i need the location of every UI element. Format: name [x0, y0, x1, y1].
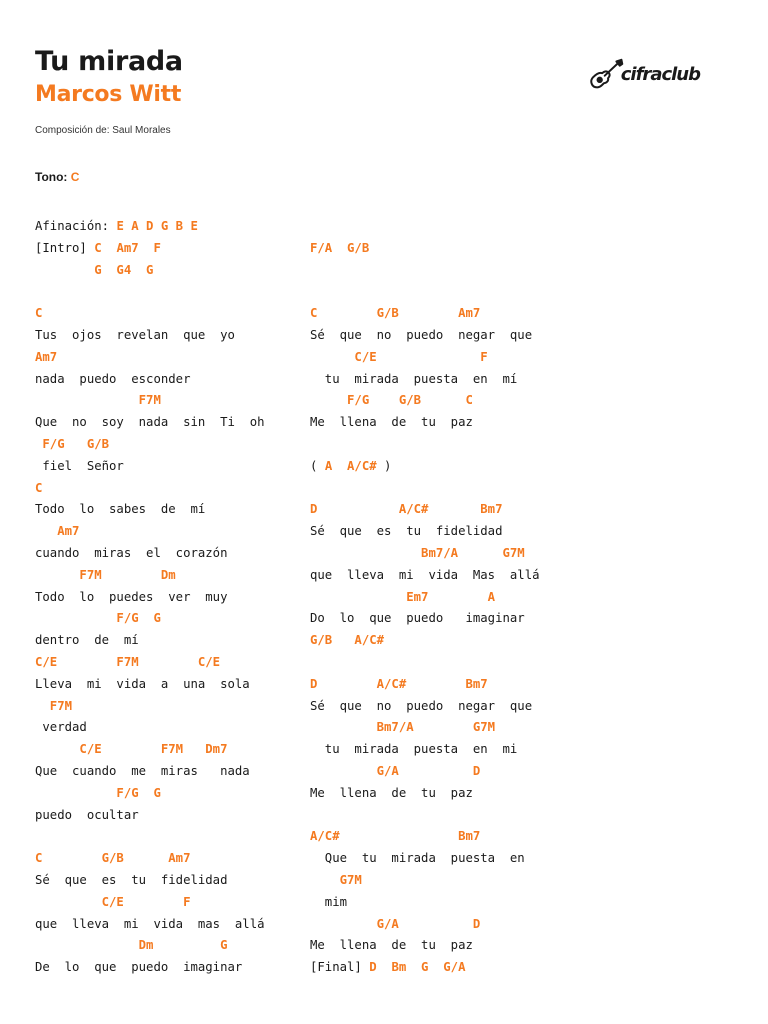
chord-line[interactable]: G/A D	[310, 916, 481, 931]
chord-line[interactable]: Bm7/A G7M	[310, 720, 496, 735]
lyric-line: De lo que puedo imaginar	[35, 960, 243, 975]
lyric-line: Todo lo sabes de mí	[35, 502, 206, 517]
lyric-line: nada puedo esconder	[35, 371, 191, 386]
lyric-line: Tus ojos revelan que yo	[35, 327, 235, 342]
lyric-line: dentro de mí	[35, 633, 139, 648]
chord-line[interactable]: D A/C# Bm7	[310, 502, 503, 517]
sheet-line	[310, 957, 540, 979]
chord-line[interactable]: F/G G/B	[35, 436, 110, 451]
chord-line[interactable]: A/C# Bm7	[310, 829, 481, 844]
blank-line	[35, 826, 265, 848]
lyric-line: tu mirada puesta en mí	[310, 371, 518, 386]
lyric-line: Me llena de tu paz	[310, 785, 473, 800]
chord-line[interactable]: F/G G/B C	[310, 393, 473, 408]
chord-line[interactable]: C	[35, 480, 43, 495]
sheet-line	[310, 456, 540, 478]
blank-line	[310, 216, 540, 238]
blank-line	[310, 434, 540, 456]
chord-line[interactable]: F/G G	[35, 611, 161, 626]
chord-line[interactable]: C/E F7M Dm7	[35, 742, 228, 757]
line-label: [Intro]	[35, 240, 95, 255]
blank-line	[310, 478, 540, 500]
composer-credit: Composición de: Saul Morales	[35, 125, 171, 136]
sheet-line	[35, 216, 265, 238]
chord-line[interactable]: Am7	[35, 349, 58, 364]
chord-line[interactable]: F7M	[35, 393, 161, 408]
song-title: Tu mirada	[35, 46, 183, 77]
chord-sequence[interactable]: D Bm G G/A	[369, 960, 466, 975]
lyric-line: Me llena de tu paz	[310, 415, 473, 430]
tone-line	[35, 170, 79, 184]
lyric-line: Sé que no puedo negar que	[310, 327, 533, 342]
lyric-line: que lleva mi vida Mas allá	[310, 567, 540, 582]
lyric-line: Sé que es tu fidelidad	[35, 872, 228, 887]
line-label: [Final]	[310, 960, 370, 975]
lyric-line: Sé que es tu fidelidad	[310, 524, 503, 539]
lyric-line: cuando miras el corazón	[35, 545, 228, 560]
sheet-line	[35, 238, 265, 260]
blank-line	[310, 805, 540, 827]
left-column	[35, 216, 265, 979]
chord-line[interactable]: F7M Dm	[35, 567, 176, 582]
artist-name[interactable]: Marcos Witt	[35, 82, 182, 107]
lyric-line: que lleva mi vida mas allá	[35, 916, 265, 931]
lyric-line: Todo lo puedes ver muy	[35, 589, 228, 604]
chord-sequence[interactable]: A A/C#	[324, 458, 377, 473]
right-column	[310, 216, 540, 979]
chord-line[interactable]: C G/B Am7	[35, 851, 191, 866]
blank-line	[310, 652, 540, 674]
line-label: Afinación:	[35, 219, 117, 233]
chord-line[interactable]: C/E F	[35, 894, 191, 909]
chord-line[interactable]: D A/C# Bm7	[310, 676, 488, 691]
lyric-line: fiel Señor	[35, 458, 124, 473]
chord-line[interactable]: Am7	[35, 524, 80, 539]
chord-line[interactable]: F/A G/B	[310, 240, 370, 255]
lyric-line: Me llena de tu paz	[310, 938, 473, 953]
lyric-line: mim	[310, 894, 348, 909]
chord-line[interactable]: C/E F	[310, 349, 488, 364]
chord-line[interactable]: F/G G	[35, 785, 161, 800]
lyric-line: Lleva mi vida a una sola	[35, 676, 250, 691]
blank-line	[35, 281, 265, 303]
lyric-line: puedo ocultar	[35, 807, 139, 822]
lyric-line: Que no soy nada sin Ti oh	[35, 415, 265, 430]
chord-line[interactable]: G/B A/C#	[310, 633, 385, 648]
lyric-line: Que cuando me miras nada	[35, 763, 250, 778]
guitar-icon	[588, 54, 625, 94]
lyric-line: tu mirada puesta en mi	[310, 742, 518, 757]
cifraclub-logo[interactable]	[588, 48, 700, 100]
chord-sequence[interactable]: E A D G B E	[116, 219, 198, 233]
blank-line	[310, 260, 540, 282]
tone-value[interactable]: C	[70, 170, 80, 184]
lyric-line: Que tu mirada puesta en	[310, 851, 525, 866]
chord-line[interactable]: C/E F7M C/E	[35, 654, 221, 669]
chord-line[interactable]: G G4 G	[35, 262, 154, 277]
chord-line[interactable]: Dm G	[35, 938, 228, 953]
chord-line[interactable]: Em7 A	[310, 589, 496, 604]
lyric-line: Do lo que puedo imaginar	[310, 611, 525, 626]
chord-line[interactable]: C G/B Am7	[310, 306, 481, 321]
line-label-end: )	[376, 458, 392, 473]
lyric-line: verdad	[35, 720, 87, 735]
chord-line[interactable]: C	[35, 306, 43, 321]
logo-text: cifraclub	[620, 63, 700, 85]
chord-line[interactable]: G7M	[310, 872, 362, 887]
line-label: (	[310, 458, 325, 473]
chord-line[interactable]: Bm7/A G7M	[310, 545, 525, 560]
chord-sequence[interactable]: C Am7 F	[94, 240, 161, 255]
chord-line[interactable]: G/A D	[310, 763, 481, 778]
blank-line	[310, 281, 540, 303]
chord-line[interactable]: F7M	[35, 698, 73, 713]
lyric-line: Sé que no puedo negar que	[310, 698, 533, 713]
tone-label: Tono:	[35, 170, 68, 184]
